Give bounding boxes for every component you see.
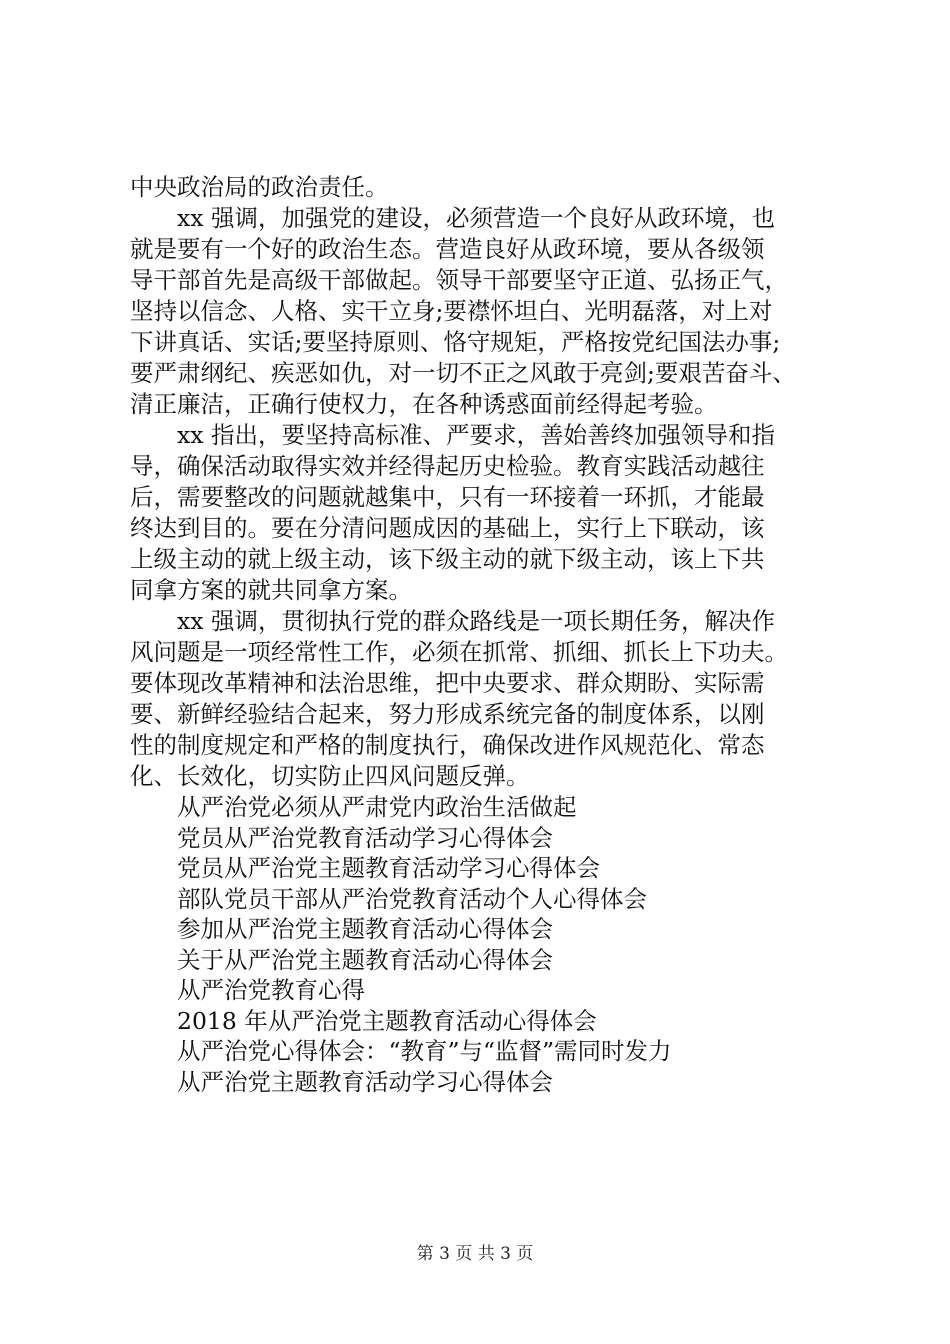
related-articles-list (177, 792, 672, 1097)
related-article-link[interactable]: 关于从严治党主题教育活动心得体会 (177, 945, 553, 974)
related-article-link[interactable]: 从严治党主题教育活动学习心得体会 (177, 1067, 553, 1096)
body-line: 后，需要整改的问题就越集中，只有一环接着一环抓，才能最 (130, 483, 765, 511)
related-article-link[interactable]: 党员从严治党主题教育活动学习心得体会 (177, 854, 600, 882)
related-article-link[interactable]: 从严治党必须从严肃党内政治生活做起 (177, 793, 577, 821)
body-line: 清正廉洁，正确行使权力，在各种诱惑面前经得起考验。 (130, 390, 718, 418)
body-line: 终达到目的。要在分清问题成因的基础上，实行上下联动，该 (130, 514, 765, 542)
related-article-link[interactable]: 党员从严治党教育活动学习心得体会 (177, 823, 553, 852)
body-line: 导，确保活动取得实效并经得起历史检验。教育实践活动越往 (130, 452, 765, 480)
body-line: 要体现改革精神和法治思维，把中央要求、群众期盼、实际需 (130, 669, 765, 697)
body-line: 就是要有一个好的政治生态。营造良好从政环境，要从各级领 (130, 235, 765, 263)
page-footer (0, 1243, 950, 1265)
body-line: 要严肃纲纪、疾恶如仇，对一切不正之风敢于亮剑;要艰苦奋斗、 (130, 359, 796, 387)
body-line: xx 指出，要坚持高标准、严要求，善始善终加强领导和指 (177, 421, 775, 449)
body-line: 下讲真话、实话;要坚持原则、恪守规矩，严格按党纪国法办事; (130, 328, 781, 356)
body-line: 坚持以信念、人格、实干立身;要襟怀坦白、光明磊落，对上对 (130, 297, 773, 325)
body-line: 性的制度规定和严格的制度执行，确保改进作风规范化、常态 (130, 731, 765, 759)
related-article-link[interactable]: 2018 年从严治党主题教育活动心得体会 (177, 1006, 597, 1035)
body-line: 同拿方案的就共同拿方案。 (130, 576, 412, 604)
body-line: 导干部首先是高级干部做起。领导干部要坚守正道、弘扬正气， (130, 266, 788, 294)
body-line: xx 强调，加强党的建设，必须营造一个良好从政环境，也 (177, 204, 775, 232)
page-number: 第 3 页 共 3 页 (416, 1244, 534, 1264)
related-article-link[interactable]: 从严治党教育心得 (177, 976, 365, 1004)
body-line: 要、新鲜经验结合起来，努力形成系统完备的制度体系，以刚 (130, 700, 765, 728)
related-article-link[interactable]: 从严治党心得体会：“教育”与“监督”需同时发力 (177, 1037, 672, 1065)
related-article-link[interactable]: 部队党员干部从严治党教育活动个人心得体会 (177, 884, 647, 913)
document-body (130, 172, 842, 792)
body-line: 上级主动的就上级主动，该下级主动的就下级主动，该上下共 (130, 545, 765, 573)
body-line: 风问题是一项经常性工作，必须在抓常、抓细、抓长上下功夫。 (130, 638, 788, 666)
body-line: xx 强调，贯彻执行党的群众路线是一项长期任务，解决作 (177, 607, 775, 635)
related-article-link[interactable]: 参加从严治党主题教育活动心得体会 (177, 915, 553, 943)
body-line: 化、长效化，切实防止四风问题反弹。 (130, 762, 530, 790)
body-line: 中央政治局的政治责任。 (130, 173, 389, 201)
